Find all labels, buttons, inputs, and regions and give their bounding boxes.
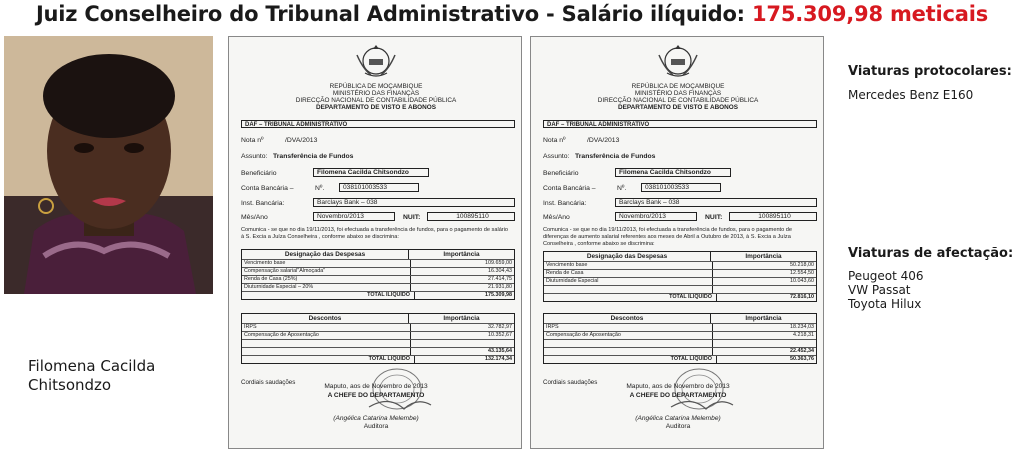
conta-field: 038101003533 xyxy=(339,183,419,192)
conta-n-label: Nº. xyxy=(617,185,627,192)
signer-name: (Angélica Catarina Melembe) xyxy=(333,415,419,422)
table-row xyxy=(544,278,816,286)
afectacao-list xyxy=(848,269,924,311)
inst-label: Inst. Bancária: xyxy=(543,200,587,207)
portrait-illustration xyxy=(4,36,213,294)
signer-role: Auditora xyxy=(665,423,691,430)
daf-box: DAF – TRIBUNAL ADMINISTRATIVO xyxy=(543,120,817,128)
headline-amount: 175.309,98 meticais xyxy=(752,2,989,26)
total-iliquido-value: 72.816,10 xyxy=(790,294,814,300)
nota-value: /DVA/2013 xyxy=(587,137,620,144)
chefe-title: A CHEFE DO DEPARTAMENTO xyxy=(629,392,727,399)
inst-field: Barclays Bank – 038 xyxy=(615,198,817,207)
row-value: 4.218,31 xyxy=(793,332,814,338)
header-line1: REPÚBLICA DE MOÇAMBIQUE xyxy=(631,83,725,90)
table-row xyxy=(242,332,514,340)
row-label: Compensação de Aposentação xyxy=(544,332,713,339)
header-line4: DEPARTAMENTO DE VISTO E ABONOS xyxy=(315,104,436,111)
total-liquido-row xyxy=(544,356,816,363)
row-label: Diuturnidade Especial – 20% xyxy=(242,284,411,291)
beneficiario-field: Filomena Cacilda Chitsondzo xyxy=(615,168,731,177)
total-iliquido-label: TOTAL ILIQUIDO xyxy=(544,294,717,301)
mes-field: Novembro/2013 xyxy=(615,212,697,221)
table-row xyxy=(242,284,514,292)
table-row xyxy=(242,268,514,276)
daf-box: DAF – TRIBUNAL ADMINISTRATIVO xyxy=(241,120,515,128)
table-row xyxy=(544,324,816,332)
mes-label: Mês/Ano xyxy=(241,214,268,221)
beneficiario-label: Beneficiário xyxy=(543,170,579,177)
row-value: 10.352,67 xyxy=(488,332,512,338)
place-date: Maputo, aos de Novembro de 2013 xyxy=(324,383,428,390)
row-value: 16.304,43 xyxy=(488,268,512,274)
total-liquido-row xyxy=(242,356,514,363)
total-liquido-value: 50.363,76 xyxy=(790,356,814,362)
total-iliquido-value: 175.309,98 xyxy=(485,292,512,298)
table-row xyxy=(242,276,514,284)
nuit-field: 100895110 xyxy=(729,212,817,221)
afectacao-title: Viaturas de afectação: xyxy=(848,246,1014,261)
assunto-value: Transferência de Fundos xyxy=(575,153,656,160)
cordiais-text: Cordiais saudações xyxy=(543,379,598,386)
communication-paragraph: Comunica - se que no dia 19/11/2013, foi efectuada a transferência de fundos, para o pagamento de diferenças de aumento salarial referentes aos meses de Abril a Outubro de 2013, à S. Excia a Juíza Conselheira , conforme abaixo se discrimina: xyxy=(543,227,792,247)
table-row xyxy=(544,262,816,270)
portrait-photo xyxy=(4,36,213,294)
header-line3: DIRECÇÃO NACIONAL DE CONTABILIDADE PÚBLICA xyxy=(597,97,759,104)
assunto-label: Assunto: xyxy=(241,153,268,160)
row-label: IRPS xyxy=(242,324,411,331)
row-value: 109.659,00 xyxy=(485,260,512,266)
table-row xyxy=(544,270,816,278)
blank-row xyxy=(242,340,514,348)
descontos-total-value: 22.452,34 xyxy=(790,348,814,354)
mes-label: Mês/Ano xyxy=(543,214,570,221)
descontos-total-row xyxy=(242,348,514,356)
descontos-total-value: 43.135,64 xyxy=(488,348,512,354)
inst-label: Inst. Bancária: xyxy=(241,200,285,207)
table-row xyxy=(242,260,514,268)
place-date: Maputo, aos de Novembro de 2013 xyxy=(626,383,730,390)
headline-text: Juiz Conselheiro do Tribunal Administrativo - Salário ilíquido: xyxy=(35,2,745,26)
list-item: Peugeot 406 xyxy=(848,269,924,283)
nuit-label: NUIT: xyxy=(705,214,723,221)
row-label: Vencimento base xyxy=(544,262,713,269)
header-line1: REPÚBLICA DE MOÇAMBIQUE xyxy=(329,83,423,90)
importancia-header: Importância xyxy=(745,253,782,260)
row-label: Compensação de Aposentação xyxy=(242,332,411,339)
row-value: 18.234,03 xyxy=(790,324,814,330)
assunto-value: Transferência de Fundos xyxy=(273,153,354,160)
person-caption xyxy=(28,357,208,395)
person-name-line1: Filomena Cacilda xyxy=(28,357,156,375)
assunto-label: Assunto: xyxy=(543,153,570,160)
nuit-label: NUIT: xyxy=(403,214,421,221)
conta-n-label: Nº. xyxy=(315,185,325,192)
descontos-importancia-header: Importância xyxy=(443,315,480,322)
conta-field: 038101003533 xyxy=(641,183,721,192)
despesas-table xyxy=(241,249,515,300)
table-row xyxy=(544,332,816,340)
descontos-table xyxy=(241,313,515,364)
beneficiario-label: Beneficiário xyxy=(241,170,277,177)
despesas-header-row xyxy=(544,252,816,262)
row-label: Renda de Casa xyxy=(544,270,713,277)
signer-name: (Angélica Catarina Melembe) xyxy=(635,415,721,422)
row-value: 12.554,50 xyxy=(790,270,814,276)
conta-label: Conta Bancária – xyxy=(543,185,596,192)
row-value: 32.782,97 xyxy=(488,324,512,330)
descontos-header: Descontos xyxy=(242,314,409,323)
despesas-header: Designação das Despesas xyxy=(242,250,409,259)
salary-document-1 xyxy=(228,36,522,449)
person-name-line2: Chitsondzo xyxy=(28,376,112,394)
total-liquido-label: TOTAL LIQUIDO xyxy=(242,356,415,363)
total-iliquido-row xyxy=(242,292,514,299)
headline xyxy=(0,2,1024,26)
despesas-header-row xyxy=(242,250,514,260)
row-value: 27.414,75 xyxy=(488,276,512,282)
total-iliquido-row xyxy=(544,294,816,301)
beneficiario-field: Filomena Cacilda Chitsondzo xyxy=(313,168,429,177)
header-line3: DIRECÇÃO NACIONAL DE CONTABILIDADE PÚBLICA xyxy=(295,97,457,104)
descontos-total-row xyxy=(544,348,816,356)
blank-row xyxy=(544,286,816,294)
nota-label: Nota nº xyxy=(543,137,566,144)
list-item: Mercedes Benz E160 xyxy=(848,88,974,102)
emblem-icon xyxy=(351,43,401,81)
nota-value: /DVA/2013 xyxy=(285,137,318,144)
row-label: Diuturnidade Especial xyxy=(544,278,713,285)
row-value: 50.218,00 xyxy=(790,262,814,268)
protocolares-title: Viaturas protocolares: xyxy=(848,64,1012,79)
salary-document-2 xyxy=(530,36,824,449)
despesas-header: Designação das Despesas xyxy=(544,252,711,261)
nuit-field: 100895110 xyxy=(427,212,515,221)
row-label: Renda de Casa (25%) xyxy=(242,276,411,283)
descontos-header-row xyxy=(242,314,514,324)
header-line2: MINISTÉRIO DAS FINANÇAS xyxy=(634,90,722,97)
row-label: Compensação salarial"Almoçada" xyxy=(242,268,411,275)
header-line4: DEPARTAMENTO DE VISTO E ABONOS xyxy=(617,104,738,111)
communication-paragraph: Comunica - se que no dia 19/11/2013, foi efectuada a transferência de fundos, para o pagamento de salário à S. Excia a Juíza Conselheira , conforme abaixo se discrimina: xyxy=(241,227,509,240)
descontos-importancia-header: Importância xyxy=(745,315,782,322)
mes-field: Novembro/2013 xyxy=(313,212,395,221)
table-row xyxy=(242,324,514,332)
descontos-header: Descontos xyxy=(544,314,711,323)
conta-label: Conta Bancária – xyxy=(241,185,294,192)
chefe-title: A CHEFE DO DEPARTAMENTO xyxy=(327,392,425,399)
inst-field: Barclays Bank – 038 xyxy=(313,198,515,207)
total-liquido-value: 132.174,34 xyxy=(485,356,512,362)
descontos-table xyxy=(543,313,817,364)
total-iliquido-label: TOTAL ILIQUIDO xyxy=(242,292,415,299)
blank-row xyxy=(544,340,816,348)
signer-role: Auditora xyxy=(363,423,389,430)
despesas-table xyxy=(543,251,817,302)
header-line2: MINISTÉRIO DAS FINANÇAS xyxy=(332,90,420,97)
list-item: VW Passat xyxy=(848,283,911,297)
row-label: Vencimento base xyxy=(242,260,411,267)
protocolares-list xyxy=(848,88,973,102)
emblem-icon xyxy=(653,43,703,81)
cordiais-text: Cordiais saudações xyxy=(241,379,296,386)
nota-label: Nota nº xyxy=(241,137,264,144)
row-value: 21.931,80 xyxy=(488,284,512,290)
row-value: 10.043,60 xyxy=(790,278,814,284)
list-item: Toyota Hilux xyxy=(848,297,922,311)
row-label: IRPS xyxy=(544,324,713,331)
descontos-header-row xyxy=(544,314,816,324)
total-liquido-label: TOTAL LIQUIDO xyxy=(544,356,717,363)
importancia-header: Importância xyxy=(443,251,480,258)
